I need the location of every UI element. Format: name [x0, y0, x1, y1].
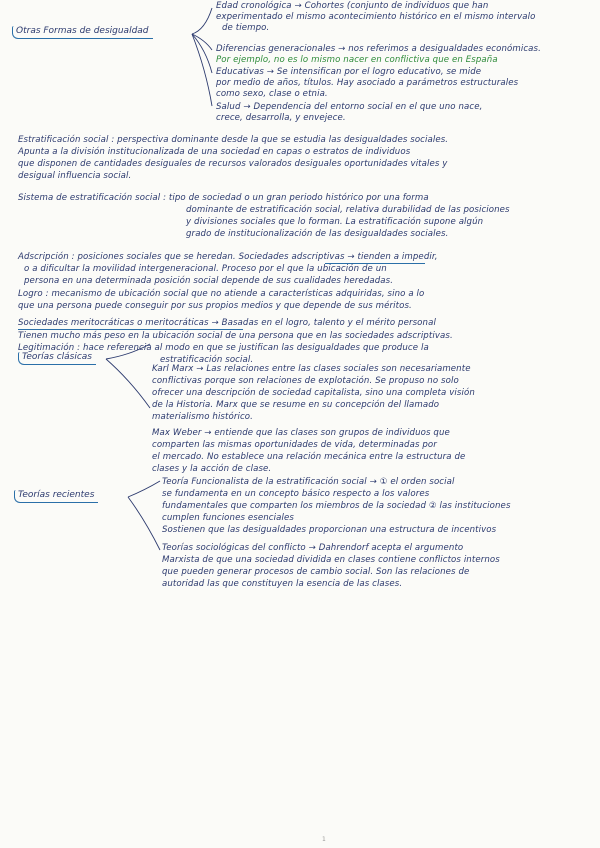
para-line-10: o a dificultar la movilidad intergeneracional. Proceso por el que la ubicación de un [24, 264, 387, 274]
para-line-8: grado de institucionalización de las desigualdades sociales. [186, 229, 449, 239]
para-line-4: desigual influencia social. [18, 171, 132, 181]
s2-line-9: clases y la acción de clase. [152, 464, 272, 474]
para-line-5: Sistema de estratificación social : tipo de sociedad o un gran periodo histórico por una forma [18, 193, 429, 203]
s3-line-4: cumplen funciones esenciales [162, 513, 294, 523]
s1-line-3: de tiempo. [222, 23, 270, 33]
s2-line-3: ofrecer una descripción de sociedad capitalista, sino una completa visión [152, 388, 475, 398]
s3-line-8: que pueden generar procesos de cambio social. Son las relaciones de [162, 567, 470, 577]
para-line-7: y divisiones sociales que lo forman. La estratificación supone algún [186, 217, 484, 227]
underline-sociedades-meritocraticas [18, 329, 243, 330]
para-line-13: que una persona puede conseguir por sus propios medios y que depende de sus méritos. [18, 301, 412, 311]
para-line-3: que disponen de cantidades desiguales de recursos valorados desiguales oportunidades vitales y [18, 159, 448, 169]
s3-line-6: Teorías sociológicas del conflicto → Dahrendorf acepta el argumento [162, 543, 464, 553]
s1-line-9: Salud → Dependencia del entorno social en el que uno nace, [216, 102, 483, 112]
s2-line-4: de la Historia. Marx que se resume en su concepción del llamado [152, 400, 440, 410]
para-line-6: dominante de estratificación social, relativa durabilidad de las posiciones [186, 205, 510, 215]
s3-line-5: Sostienen que las desigualdades proporcionan una estructura de incentivos [162, 525, 497, 535]
s2-line-2: conflictivas porque son relaciones de explotación. Se propuso no solo [152, 376, 459, 386]
section-title-teorias-recientes: Teorías recientes [14, 490, 98, 503]
para-line-17: estratificación social. [160, 355, 254, 365]
para-line-12: Logro : mecanismo de ubicación social que no atiende a características adquiridas, sino a lo [18, 289, 425, 299]
section-title-teorias-clasicas: Teorías clásicas [18, 352, 96, 365]
para-line-14: Sociedades meritocráticas o meritocráticas → Basadas en el logro, talento y el mérito personal [18, 318, 436, 328]
s3-line-1: Teoría Funcionalista de la estratificación social → ① el orden social [162, 477, 455, 487]
s2-line-8: el mercado. No establece una relación mecánica entre la estructura de [152, 452, 466, 462]
s1-line-4: Diferencias generacionales → nos referimos a desigualdades económicas. [216, 44, 541, 54]
s2-line-5: materialismo histórico. [152, 412, 253, 422]
s3-line-9: autoridad las que constituyen la esencia de las clases. [162, 579, 403, 589]
s1-line-1: Edad cronológica → Cohortes (conjunto de individuos que han [216, 1, 489, 11]
s2-line-1: Karl Marx → Las relaciones entre las clases sociales son necesariamente [152, 364, 471, 374]
para-line-11: persona en una determinada posición social depende de sus cualidades heredadas. [24, 276, 394, 286]
para-line-15: Tienen mucho más peso en la ubicación social de una persona que en las sociedades adscriptivas. [18, 331, 453, 341]
para-line-1: Estratificación social : perspectiva dominante desde la que se estudia las desigualdades sociales. [18, 135, 449, 145]
s2-line-6: Max Weber → entiende que las clases son grupos de individuos que [152, 428, 450, 438]
page-number: 1 [322, 836, 326, 843]
s2-line-7: comparten las mismas oportunidades de vida, determinadas por [152, 440, 437, 450]
s3-line-3: fundamentales que comparten los miembros de la sociedad ② las instituciones [162, 501, 511, 511]
s1-line-2: experimentado el mismo acontecimiento histórico en el mismo intervalo [216, 12, 536, 22]
s1-line-6: Educativas → Se intensifican por el logro educativo, se mide [216, 67, 482, 77]
s1-line-7: por medio de años, títulos. Hay asociado a parámetros estructurales [216, 78, 519, 88]
s3-line-7: Marxista de que una sociedad dividida en clases contiene conflictos internos [162, 555, 500, 565]
section-title-otras-formas: Otras Formas de desigualdad [12, 26, 153, 39]
s1-line-8: como sexo, clase o etnia. [216, 89, 328, 99]
s1-line-5-example: Por ejemplo, no es lo mismo nacer en conflictiva que en España [216, 55, 498, 65]
para-line-2: Apunta a la división institucionalizada de una sociedad en capas o estratos de individuos [18, 147, 411, 157]
s1-line-10: crece, desarrolla, y envejece. [216, 113, 346, 123]
para-line-9: Adscripción : posiciones sociales que se heredan. Sociedades adscriptivas → tienden a impedir, [18, 252, 438, 262]
para-line-16: Legitimación : hace referencia al modo en que se justifican las desigualdades que produce la [18, 343, 429, 353]
s3-line-2: se fundamenta en un concepto básico respecto a los valores [162, 489, 430, 499]
